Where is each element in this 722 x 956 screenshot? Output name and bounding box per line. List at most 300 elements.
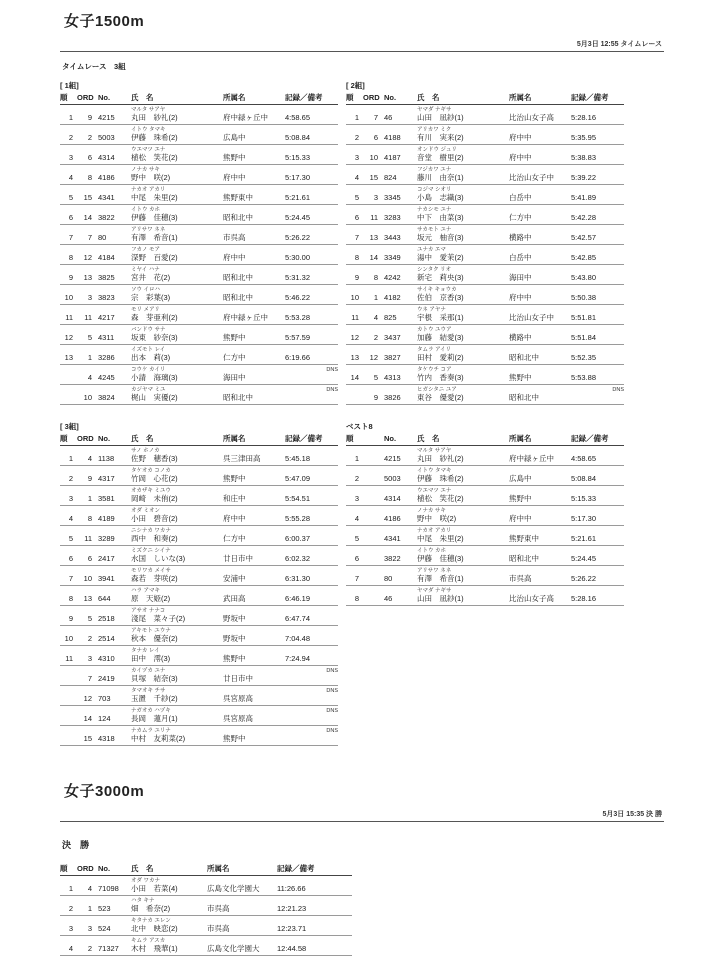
spacer: [77, 896, 98, 905]
result-row: [60, 193, 338, 205]
athlete-name: 岡崎 未侑(2): [131, 494, 223, 506]
rank: 3: [60, 494, 77, 506]
record: 5:30.00: [285, 253, 338, 265]
spacer: [223, 345, 285, 354]
kana-label: バンドウ サナ: [131, 327, 166, 333]
team-name: 熊野中: [223, 153, 285, 165]
result-row: [60, 373, 338, 385]
spacer: [77, 606, 98, 615]
dns-note: DNS: [326, 668, 338, 674]
result-row: [346, 193, 624, 205]
result-row: [346, 233, 624, 245]
result-row: [346, 353, 624, 365]
rank: 1: [60, 884, 77, 896]
athlete-name: 長岡 蓮月(1): [131, 714, 223, 726]
ord: 15: [77, 734, 98, 746]
team-name: 市呉高: [223, 233, 285, 245]
spacer: [223, 165, 285, 174]
spacer: [77, 566, 98, 575]
kana-row: [346, 586, 624, 595]
rank: 6: [346, 213, 363, 225]
result-row: [346, 534, 624, 546]
entry-no: 4182: [384, 293, 417, 305]
entry-no: 4314: [98, 153, 131, 165]
kana-label: マルタ サアヤ: [131, 107, 166, 113]
rank: 8: [60, 253, 77, 265]
spacer: [98, 586, 131, 595]
spacer: [60, 185, 77, 194]
team-name: 呉宮原高: [223, 694, 285, 706]
spacer: [98, 666, 131, 675]
spacer: [98, 205, 131, 214]
entry-no: 46: [384, 113, 417, 125]
kana-row: [346, 265, 624, 274]
ord: 12: [363, 353, 384, 365]
spacer: [384, 325, 417, 334]
entry-no: 4242: [384, 273, 417, 285]
rank: [60, 674, 77, 686]
result-row: [60, 474, 338, 486]
kana-row: [346, 145, 624, 154]
athlete-name: 北中 映恋(2): [131, 924, 207, 936]
record: [285, 373, 338, 385]
spacer: [98, 726, 131, 735]
athlete-name: 竹岡 心花(2): [131, 474, 223, 486]
spacer: [77, 486, 98, 495]
spacer: [98, 145, 131, 154]
kana-row: [346, 446, 624, 455]
spacer: [60, 626, 77, 635]
spacer: [571, 325, 624, 334]
athlete-name: 梶山 実優(2): [131, 393, 223, 405]
spacer: [285, 125, 338, 134]
entry-no: 80: [384, 574, 417, 586]
entry-no: 3822: [384, 554, 417, 566]
spacer: [571, 305, 624, 314]
spacer: [223, 285, 285, 294]
spacer: [509, 506, 571, 515]
spacer: [285, 446, 338, 455]
athlete-name: 音堂 樹里(2): [417, 153, 509, 165]
record: 5:52.35: [571, 353, 624, 365]
kana-row: [346, 325, 624, 334]
spacer: [77, 706, 98, 715]
spacer: [384, 265, 417, 274]
record: 5:57.59: [285, 333, 338, 345]
athlete-name: 佐伯 京香(3): [417, 293, 509, 305]
rank: 1: [346, 113, 363, 125]
rank: 9: [60, 614, 77, 626]
kana-row: [346, 385, 624, 394]
record: 5:28.16: [571, 113, 624, 125]
spacer: [285, 325, 338, 334]
athlete-name: 植松 笑花(2): [417, 494, 509, 506]
spacer: [571, 466, 624, 475]
result-row: [346, 554, 624, 566]
dns-note: DNS: [326, 387, 338, 393]
athlete-name: 森 芽亜利(2): [131, 313, 223, 325]
spacer: [509, 205, 571, 214]
result-row: [346, 373, 624, 385]
record: 5:39.22: [571, 173, 624, 185]
record: 5:42.85: [571, 253, 624, 265]
column-header: 所属名: [223, 92, 285, 105]
spacer: [77, 285, 98, 294]
record: [285, 734, 338, 746]
kana-label: イトウ タマキ: [131, 127, 166, 133]
rank: 10: [60, 634, 77, 646]
team-name: 武田高: [223, 594, 285, 606]
ord: 4: [77, 373, 98, 385]
athlete-name: 出本 莉(3): [131, 353, 223, 365]
spacer: [60, 546, 77, 555]
ord: 8: [77, 173, 98, 185]
rank: 10: [346, 293, 363, 305]
spacer: [384, 546, 417, 555]
kana-label: カイヅカ ユナ: [131, 668, 166, 674]
ord: 4: [363, 313, 384, 325]
athlete-name: 丸田 紗礼(2): [417, 454, 509, 466]
kana-row: [60, 225, 338, 234]
kana-label: サカモト ユナ: [417, 227, 452, 233]
spacer: [285, 526, 338, 535]
spacer: [98, 325, 131, 334]
rank: 2: [346, 474, 363, 486]
spacer: [285, 225, 338, 234]
spacer: [98, 446, 131, 455]
result-row: [60, 594, 338, 606]
kana-label: ハラ アマキ: [131, 588, 161, 594]
result-row: [60, 654, 338, 666]
entry-no: 4311: [98, 333, 131, 345]
entry-no: 3437: [384, 333, 417, 345]
spacer: [346, 546, 363, 555]
result-row: [60, 454, 338, 466]
record: 5:38.83: [571, 153, 624, 165]
schedule-text-3000: 5月3日 15:35 決 勝: [602, 811, 662, 818]
spacer: [363, 285, 384, 294]
spacer: [77, 145, 98, 154]
spacer: [363, 486, 384, 495]
spacer: [509, 566, 571, 575]
athlete-name: 有澤 希音(1): [131, 233, 223, 245]
athlete-name: 原 天姫(2): [131, 594, 223, 606]
spacer: [571, 185, 624, 194]
entry-no: 4187: [384, 153, 417, 165]
column-header: 氏 名: [131, 433, 223, 446]
column-header: No.: [384, 433, 417, 446]
kana-label: モリ メアリ: [131, 307, 160, 313]
spacer: [277, 896, 352, 905]
team-name: 比治山女子中: [509, 313, 571, 325]
kana-label: ナガオカ ハヅキ: [131, 708, 171, 714]
result-row: [346, 253, 624, 265]
rank: 1: [346, 454, 363, 466]
athlete-name: 中尾 朱里(2): [417, 534, 509, 546]
kana-row: [60, 916, 352, 925]
kana-label: オダ ミオン: [131, 508, 161, 514]
team-name: 海田中: [223, 373, 285, 385]
record: 4:58.65: [571, 454, 624, 466]
result-row: [346, 514, 624, 526]
spacer: [77, 936, 98, 945]
spacer: [60, 285, 77, 294]
spacer: [346, 285, 363, 294]
entry-no: 4217: [98, 313, 131, 325]
kana-label: ソウ イロハ: [131, 287, 161, 293]
ord: [363, 554, 384, 566]
header-row: [60, 433, 338, 446]
rank: 2: [60, 133, 77, 145]
record: [285, 694, 338, 706]
rank: 6: [346, 554, 363, 566]
team-name: 横路中: [509, 333, 571, 345]
athlete-name: 中尾 朱里(2): [131, 193, 223, 205]
ord: 6: [363, 133, 384, 145]
spacer: [60, 486, 77, 495]
spacer: [98, 506, 131, 515]
spacer: [98, 646, 131, 655]
ord: 1: [77, 494, 98, 506]
entry-no: 3349: [384, 253, 417, 265]
athlete-name: 木村 飛華(1): [131, 944, 207, 956]
entry-no: 4341: [384, 534, 417, 546]
ord: 1: [77, 353, 98, 365]
entry-no: 524: [98, 924, 131, 936]
spacer: [363, 185, 384, 194]
result-row: [60, 554, 338, 566]
ord: 6: [77, 153, 98, 165]
team-name: 野坂中: [223, 634, 285, 646]
spacer: [346, 205, 363, 214]
team-name: 府中中: [223, 514, 285, 526]
record: 5:53.28: [285, 313, 338, 325]
spacer: [98, 105, 131, 114]
spacer: [571, 105, 624, 114]
spacer: [77, 385, 98, 394]
record: 5:41.89: [571, 193, 624, 205]
kana-row: [346, 506, 624, 515]
spacer: [223, 466, 285, 475]
spacer: [60, 145, 77, 154]
ord: 9: [77, 113, 98, 125]
spacer: [60, 225, 77, 234]
column-header: 順: [346, 433, 363, 446]
spacer: [285, 185, 338, 194]
spacer: [384, 205, 417, 214]
kana-label: フジカワ ユナ: [417, 167, 452, 173]
column-header: 所属名: [509, 433, 571, 446]
column-header: ORD: [77, 863, 98, 876]
column-header: 所属名: [207, 863, 277, 876]
rank: 4: [60, 173, 77, 185]
ord: 5: [77, 333, 98, 345]
ord: 15: [77, 193, 98, 205]
spacer: [77, 225, 98, 234]
result-row: [60, 924, 352, 936]
dns-note: DNS: [326, 688, 338, 694]
entry-no: 2417: [98, 554, 131, 566]
team-name: 市呉高: [207, 924, 277, 936]
spacer: [77, 105, 98, 114]
spacer: [509, 546, 571, 555]
athlete-name: 佐野 穂香(3): [131, 454, 223, 466]
rank: 5: [60, 534, 77, 546]
spacer: [509, 365, 571, 374]
spacer: [384, 285, 417, 294]
kana-label: ヒガシタニ ユア: [417, 387, 457, 393]
team-name: 仁方中: [509, 213, 571, 225]
team-name: 熊野東中: [223, 193, 285, 205]
entry-no: 4317: [98, 474, 131, 486]
kana-row: [346, 165, 624, 174]
kana-label: ニシナカ ワカナ: [131, 528, 171, 534]
spacer: [509, 285, 571, 294]
spacer: [285, 626, 338, 635]
record: 5:26.22: [571, 574, 624, 586]
athlete-name: 加藤 結愛(3): [417, 333, 509, 345]
rank: 2: [60, 474, 77, 486]
spacer: [223, 365, 285, 374]
spacer: [60, 936, 77, 945]
result-row: [346, 474, 624, 486]
record: 5:53.88: [571, 373, 624, 385]
spacer: [77, 185, 98, 194]
team-name: 府中中: [223, 173, 285, 185]
entry-no: 3443: [384, 233, 417, 245]
rank: 13: [346, 353, 363, 365]
spacer: [223, 125, 285, 134]
spacer: [363, 265, 384, 274]
team-name: 熊野中: [223, 734, 285, 746]
entry-no: 1138: [98, 454, 131, 466]
spacer: [98, 165, 131, 174]
entry-no: 3289: [98, 534, 131, 546]
entry-no: 80: [98, 233, 131, 245]
rank: 12: [60, 333, 77, 345]
results-table: [346, 92, 624, 405]
spacer: [363, 586, 384, 595]
rank: [60, 734, 77, 746]
result-row: [60, 153, 338, 165]
spacer: [77, 666, 98, 675]
spacer: [384, 145, 417, 154]
rank: 4: [346, 173, 363, 185]
spacer: [346, 185, 363, 194]
ord: [363, 454, 384, 466]
record: 12:23.71: [277, 924, 352, 936]
entry-no: 46: [384, 594, 417, 606]
kana-label: イトウ カホ: [417, 548, 447, 554]
spacer: [571, 345, 624, 354]
entry-no: 3824: [98, 393, 131, 405]
rank: 6: [60, 213, 77, 225]
kana-label: ウネ アヤナ: [417, 307, 446, 313]
spacer: [509, 385, 571, 394]
spacer: [571, 125, 624, 134]
rank: 3: [60, 924, 77, 936]
spacer: [98, 566, 131, 575]
results-table: [60, 433, 338, 746]
rank: 6: [60, 554, 77, 566]
record: 5:46.22: [285, 293, 338, 305]
kana-label: キムラ アスカ: [131, 938, 166, 944]
spacer: [60, 506, 77, 515]
spacer: [98, 936, 131, 945]
entry-no: 71327: [98, 944, 131, 956]
team-name: 白岳中: [509, 253, 571, 265]
spacer: [98, 125, 131, 134]
athlete-name: 有澤 希音(1): [417, 574, 509, 586]
rank: 8: [346, 594, 363, 606]
spacer: [285, 165, 338, 174]
kana-row: [60, 125, 338, 134]
ord: 4: [77, 454, 98, 466]
event-3000-section: [60, 780, 664, 956]
kana-row: [60, 606, 338, 615]
result-row: [60, 674, 338, 686]
result-row: [60, 634, 338, 646]
column-header: No.: [98, 433, 131, 446]
kana-row: [60, 446, 338, 455]
record: 4:58.65: [285, 113, 338, 125]
ord: 11: [77, 313, 98, 325]
result-row: [346, 313, 624, 325]
spacer: [509, 305, 571, 314]
athlete-name: 野中 咲(2): [417, 514, 509, 526]
entry-no: 2518: [98, 614, 131, 626]
kana-label: ウエマツ エナ: [417, 488, 452, 494]
spacer: [285, 305, 338, 314]
spacer: [77, 586, 98, 595]
spacer: [384, 345, 417, 354]
entry-no: 4215: [384, 454, 417, 466]
record: 5:50.38: [571, 293, 624, 305]
record: 7:24.94: [285, 654, 338, 666]
kana-label: ミヤイ ハナ: [131, 267, 160, 273]
kana-label: オダ ワカナ: [131, 878, 161, 884]
spacer: [77, 916, 98, 925]
spacer: [285, 265, 338, 274]
athlete-name: 有川 実来(2): [417, 133, 509, 145]
ord: [363, 474, 384, 486]
entry-no: 523: [98, 904, 131, 916]
column-header: 氏 名: [417, 92, 509, 105]
spacer: [98, 896, 131, 905]
kana-row: [346, 305, 624, 314]
record: [285, 393, 338, 405]
schedule-text-1500: 5月3日 12:55 タイムレース: [576, 41, 662, 48]
spacer: [223, 526, 285, 535]
spacer: [207, 916, 277, 925]
spacer: [223, 486, 285, 495]
kana-label: ハタ キナ: [131, 898, 155, 904]
spacer: [285, 606, 338, 615]
spacer: [60, 245, 77, 254]
result-row: [60, 133, 338, 145]
record: 5:17.30: [571, 514, 624, 526]
entry-no: 4189: [98, 514, 131, 526]
result-row: [346, 594, 624, 606]
rank: [60, 393, 77, 405]
spacer: [346, 265, 363, 274]
spacer: [223, 205, 285, 214]
results-table: [60, 863, 352, 956]
athlete-name: 淺尾 菜々子(2): [131, 614, 223, 626]
kana-row: [60, 566, 338, 575]
team-name: 和庄中: [223, 494, 285, 506]
column-header: ORD: [77, 433, 98, 446]
